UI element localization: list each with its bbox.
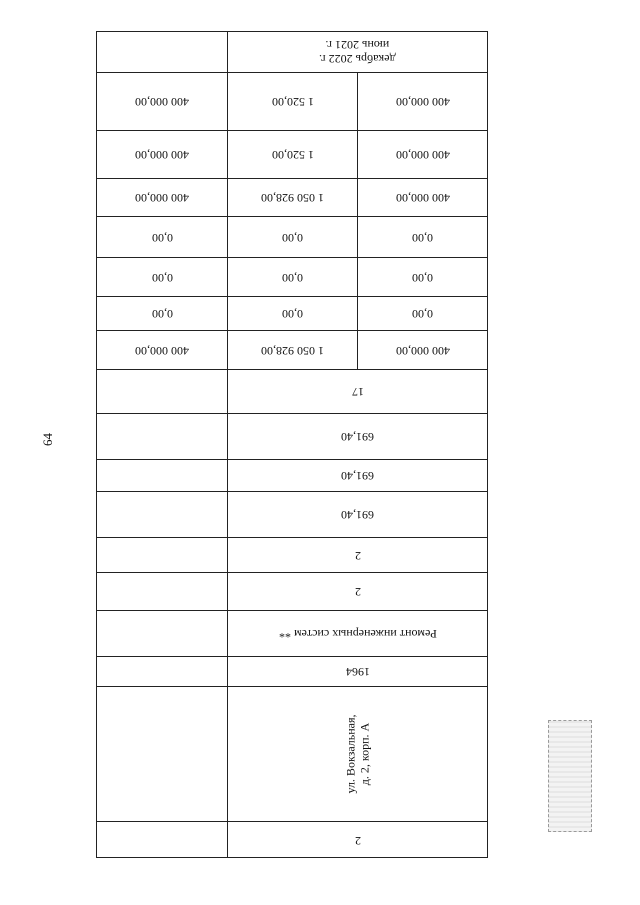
page-number: 64	[40, 433, 55, 446]
table-cell: 17	[351, 385, 364, 399]
table-row	[97, 413, 487, 459]
table-cell: 1 520,00	[271, 95, 314, 109]
table-cell: 400 000,00	[135, 191, 189, 205]
period-start: июнь 2021 г.	[325, 38, 390, 52]
table-row	[97, 610, 487, 656]
table-row	[97, 459, 487, 491]
table-cell: 1964	[345, 665, 370, 679]
table-cell: 400 000,00	[395, 191, 450, 205]
table-row	[97, 491, 487, 537]
table-row	[97, 572, 487, 610]
period-end: декабрь 2022 г.	[319, 52, 396, 66]
table-cell: 0,00	[412, 230, 433, 245]
table-cell: 691,40	[341, 430, 374, 444]
table-row	[97, 330, 487, 369]
table-cell: 400 000,00	[395, 343, 450, 358]
table-cell: 400 000,00	[395, 95, 450, 109]
table-row	[97, 257, 487, 296]
stamp-image	[548, 720, 592, 832]
period-cell	[228, 32, 487, 72]
address-cell	[228, 687, 487, 821]
table-row	[97, 537, 487, 572]
table-cell: 2	[354, 833, 361, 848]
table-cell: 2	[354, 585, 361, 599]
table-cell: 0,00	[412, 270, 433, 285]
table-row	[97, 686, 487, 821]
table-row	[97, 72, 487, 130]
table-row	[97, 178, 487, 216]
table-cell: 691,40	[341, 508, 374, 522]
address-street: ул. Вокзальная,	[343, 714, 358, 794]
table-row	[97, 369, 487, 413]
data-table	[96, 31, 488, 858]
table-cell: 0,00	[282, 230, 303, 245]
table-cell: 400 000,00	[135, 148, 189, 162]
table-cell: 1 050 928,00	[261, 343, 324, 358]
table-cell: 0,00	[151, 230, 173, 245]
table-row	[97, 296, 487, 330]
table-cell: 0,00	[151, 307, 173, 321]
table-row	[97, 821, 487, 858]
address-house: д. 2, корп. А	[357, 722, 372, 786]
table-row	[97, 32, 487, 72]
table-row	[97, 216, 487, 257]
table-cell: Ремонт инженерных систем **	[278, 627, 437, 641]
table-cell: 1 520,00	[271, 148, 314, 162]
table-row	[97, 656, 487, 686]
table-cell: 400 000,00	[135, 343, 189, 358]
table-cell: 1 050 928,00	[261, 191, 324, 205]
table-cell: 0,00	[282, 307, 303, 321]
table-cell: 0,00	[282, 270, 303, 285]
table-cell: 0,00	[151, 270, 173, 285]
table-cell: 0,00	[412, 307, 433, 321]
table-cell: 400 000,00	[135, 95, 189, 109]
table-cell: 691,40	[341, 469, 374, 483]
table-row	[97, 130, 487, 178]
table-cell: 2	[354, 548, 361, 563]
table-cell: 400 000,00	[395, 148, 450, 162]
